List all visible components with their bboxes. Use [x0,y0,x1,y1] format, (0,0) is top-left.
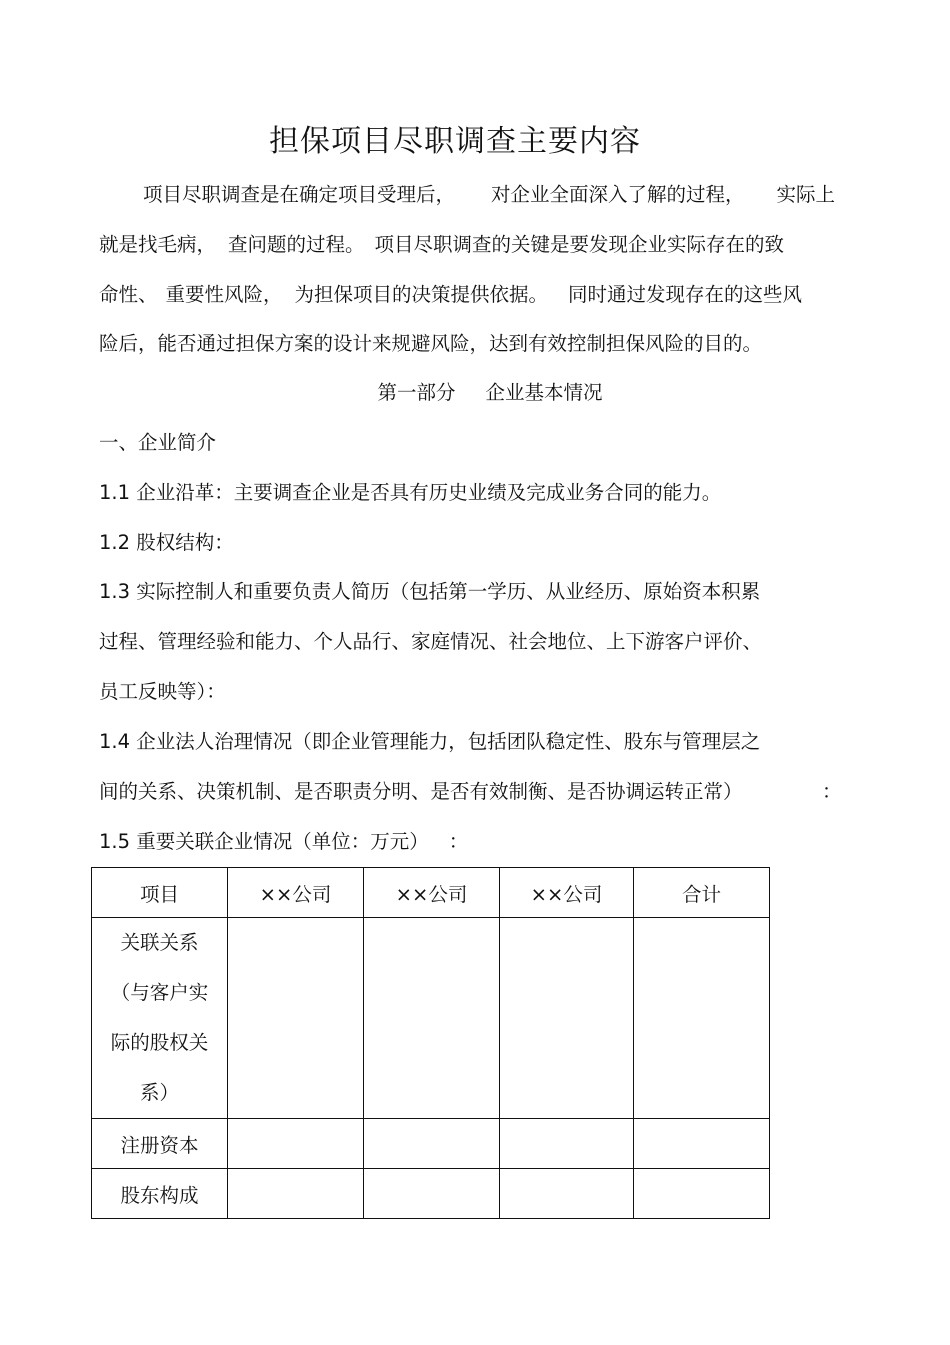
table-cell [500,918,634,1119]
table-header-cell: 项目 [92,868,228,918]
row-label-line: 系） [139,1081,179,1104]
row-label-related-relationship [92,918,228,1119]
intro-line-3-part-c: 为担保项目的决策提供依据。 [294,283,549,306]
table-cell [634,1169,770,1219]
item-1-3-line-3: 员工反映等）： [99,680,226,703]
intro-line-4: 险后，能否通过担保方案的设计来规避风险，达到有效控制担保风险的目的。 [99,332,763,355]
table-header-cell: ××公司 [364,868,500,918]
item-1-2: 1.2 股权结构： [99,531,234,554]
intro-line-1-part-a: 项目尽职调查是在确定项目受理后， [143,183,456,206]
item-1-4-colon: ： [822,780,842,803]
row-label-line: （与客户实 [110,981,209,1004]
intro-line-3-part-a: 命性、 [99,283,158,306]
table-cell [364,1119,500,1169]
table-header-cell: ××公司 [228,868,364,918]
item-1-5-colon: ： [448,830,469,853]
item-1-1: 1.1 企业沿革：主要调查企业是否具有历史业绩及完成业务合同的能力。 [99,481,722,504]
row-label-line: 关联关系 [120,931,199,954]
intro-line-1-part-c: 实际上 [776,183,836,206]
item-1-3-line-1: 1.3 实际控制人和重要负责人简历（包括第一学历、从业经历、原始资本积累 [99,580,761,603]
intro-line-1-part-b: 对企业全面深入了解的过程， [491,183,745,206]
item-1-4-line-1: 1.4 企业法人治理情况（即企业管理能力，包括团队稳定性、股东与管理层之 [99,730,761,753]
intro-line-3-part-b: 重要性风险， [165,283,283,306]
intro-line-2-part-a: 就是找毛病， [99,233,217,256]
table-row [92,918,770,1119]
row-label-line: 际的股权关 [110,1031,209,1054]
table-cell [228,1169,364,1219]
intro-line-2 [99,231,784,259]
table-cell [364,918,500,1119]
intro-line-3-part-d: 同时通过发现存在的这些风 [568,283,803,306]
table-header-cell: 合计 [634,868,770,918]
part-name: 企业基本情况 [485,381,603,404]
intro-line-2-part-c: 项目尽职调查的关键是要发现企业实际存在的致 [374,233,785,256]
item-1-4-line-2: 间的关系、决策机制、是否职责分明、是否有效制衡、是否协调运转正常） [99,780,743,803]
item-1-5 [99,828,468,856]
row-label-shareholder-composition: 股东构成 [92,1169,228,1219]
item-1-5-text: 1.5 重要关联企业情况（单位：万元） [99,830,429,853]
row-label-registered-capital: 注册资本 [92,1119,228,1169]
table-cell [500,1169,634,1219]
section-heading-company-profile: 一、企业简介 [99,431,217,454]
intro-line-2-part-b: 查问题的过程。 [228,233,365,256]
table-cell [228,918,364,1119]
table-cell [634,1119,770,1169]
table-header-cell: ××公司 [500,868,634,918]
intro-line-3 [99,281,802,309]
table-header-row [92,868,770,918]
part-heading [0,379,950,407]
table-cell [500,1119,634,1169]
table-cell [228,1119,364,1169]
item-1-3-line-2: 过程、管理经验和能力、个人品行、家庭情况、社会地位、上下游客户评价、 [99,630,763,653]
table-row [92,1169,770,1219]
related-companies-table [91,867,770,1219]
table-cell [364,1169,500,1219]
table-row [92,1119,770,1169]
part-label: 第一部分 [377,381,456,404]
table-cell [634,918,770,1119]
document-title: 担保项目尽职调查主要内容 [269,124,641,159]
intro-line-1 [143,181,835,209]
